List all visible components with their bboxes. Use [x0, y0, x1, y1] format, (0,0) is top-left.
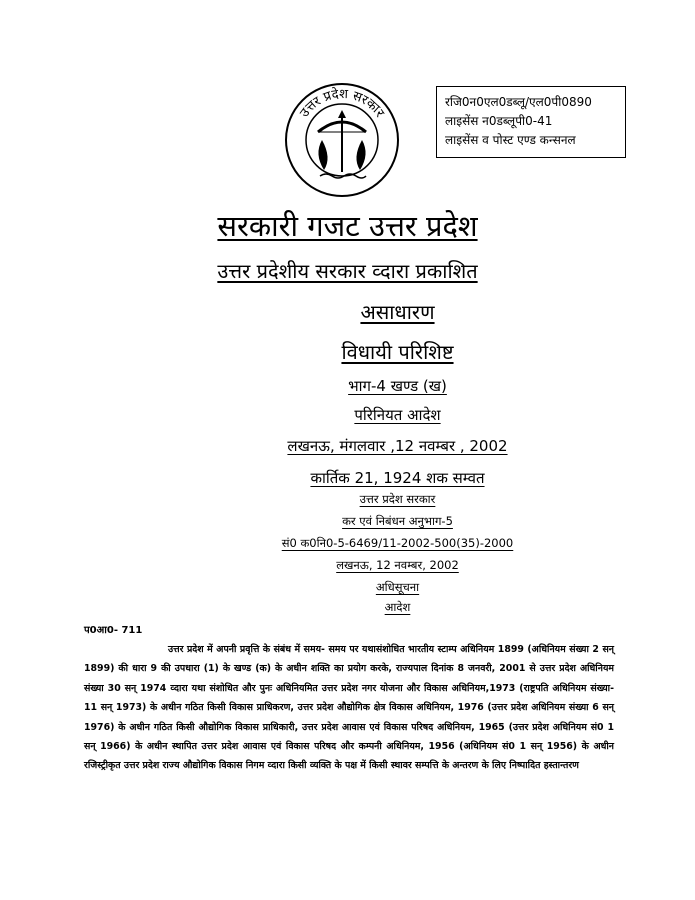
gazette-subtitle: उत्तर प्रदेशीय सरकार व्दारा प्रकाशित [217, 259, 478, 283]
saka-date: कार्तिक 21, 1924 शक सम्वत [310, 469, 485, 487]
emblem-text: उत्तर प्रदेश सरकार [297, 86, 387, 121]
reference-number: प0आ0- 711 [84, 625, 143, 636]
registration-box [436, 86, 626, 158]
license-post-note: लाइसेंस व पोस्ट एण्ड कन्सनल [445, 133, 576, 147]
category-label: परिनियत आदेश [354, 406, 441, 424]
notice-place-date: लखनऊ, 12 नवम्बर, 2002 [336, 558, 459, 572]
supplement-label: विधायी परिशिष्ट [341, 340, 454, 364]
publication-date: लखनऊ, मंगलवार ,12 नवम्बर , 2002 [287, 437, 508, 455]
government-name: उत्तर प्रदेश सरकार [359, 492, 436, 506]
extraordinary-label: असाधारण [360, 300, 435, 324]
order-body-text: उत्तर प्रदेश में अपनी प्रवृत्ति के संबंध में समय- समय पर यथासंशोधित भारतीय स्टाम्प अधिनियम 1899 (अधिनियम संख्या 2 सन् 1899) की धारा 9 की उपधारा (1) के खण्ड (क) के अधीन शक्ति का प्रयोग करके, राज्यपाल दिनांक 8 जनवरी, 2001 से उत्तर प्रदेश अधिनियम संख्या 30 सन् 1974 व्दारा यथा संशोधित और पुनः अधिनियमित उत्तर प्रदेश नगर योजना और विकास अधिनियम,1973 (राष्ट्रपति अधिनियम संख्या- 11 सन् 1973) के अधीन गठित किसी विकास प्राधिकरण, उत्तर प्रदेश औद्योगिक क्षेत्र विकास अधिनियम, 1976 (उत्तर प्रदेश अधिनियम संख्या 6 सन् 1976) के अधीन गठित किसी औद्योगिक विकास प्राधिकारी, उत्तर प्रदेश आवास एवं विकास परिषद अधिनियम, 1965 (उत्तर प्रदेश अधिनियम सं0 1 सन् 1966) के अधीन स्थापित उत्तर प्रदेश आवास एवं विकास परिषद और कम्पनी अधिनियम, 1956 (अधिनियम सं0 1 सन् 1956) के अधीन रजिस्ट्रीकृत उत्तर प्रदेश राज्य औद्योगिक विकास निगम व्दारा किसी व्यक्ति के पक्ष में किसी स्थावर सम्पत्ति के अन्तरण के लिए निष्पादित हस्तान्तरण [84, 644, 614, 772]
gazette-title: सरकारी गजट उत्तर प्रदेश [217, 209, 478, 243]
notice-number: सं0 क0नि0-5-6469/11-2002-500(35)-2000 [281, 536, 514, 550]
registration-number: रजि0न0एल0डब्लू/एल0पी0890 [445, 95, 592, 109]
order-label: आदेश [384, 600, 411, 614]
notification-label: अधिसूचना [375, 580, 420, 594]
department-name: कर एवं निबंधन अनुभाग-5 [342, 514, 453, 528]
up-government-emblem [284, 82, 400, 198]
license-number: लाइसेंस न0डब्लूपी0-41 [445, 114, 553, 128]
part-section-label: भाग-4 खण्ड (ख) [348, 377, 447, 395]
